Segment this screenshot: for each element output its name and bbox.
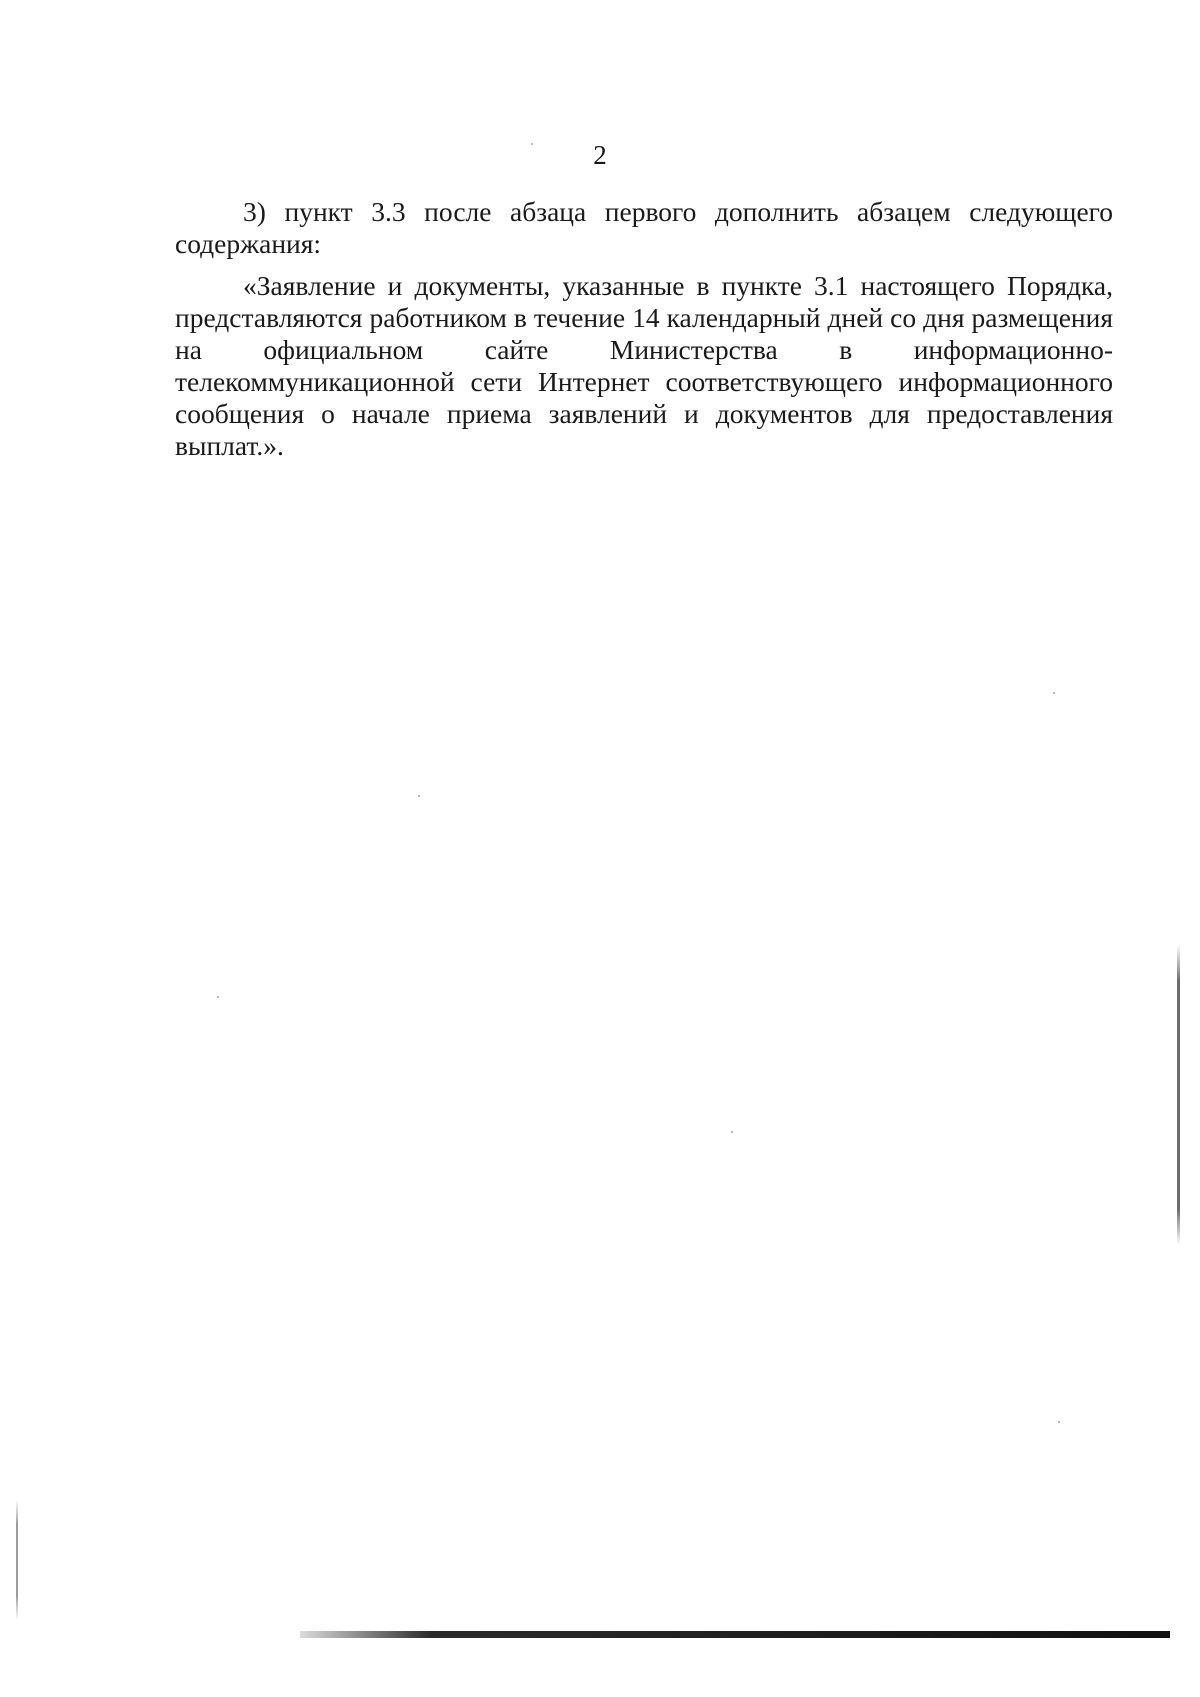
- scan-speck: [418, 795, 420, 797]
- scan-speck: [217, 996, 219, 998]
- scan-edge-mark-left: [16, 1500, 18, 1620]
- amendment-paragraph: 3) пункт 3.3 после абзаца первого дополнить абзацем следующего содержания:: [175, 196, 1113, 259]
- quoted-paragraph: «Заявление и документы, указанные в пункте 3.1 настоящего Порядка, представляются работником в течение 14 календарный дней со дня размещения на официальном сайте Министерства в информационно-телекоммуникационной сети Интернет соответствующего информационного сообщения о начале приема заявлений и документов для предоставления выплат.».: [175, 270, 1113, 461]
- scan-speck: [731, 1131, 733, 1133]
- scan-speck: [1058, 1421, 1060, 1423]
- document-body: [175, 196, 1113, 462]
- scan-edge-bar-bottom: [300, 1631, 1170, 1638]
- scan-speck: [1053, 692, 1055, 694]
- page-number: 2: [593, 140, 607, 170]
- scan-speck: [531, 143, 533, 145]
- scan-edge-mark-right: [1177, 945, 1180, 1245]
